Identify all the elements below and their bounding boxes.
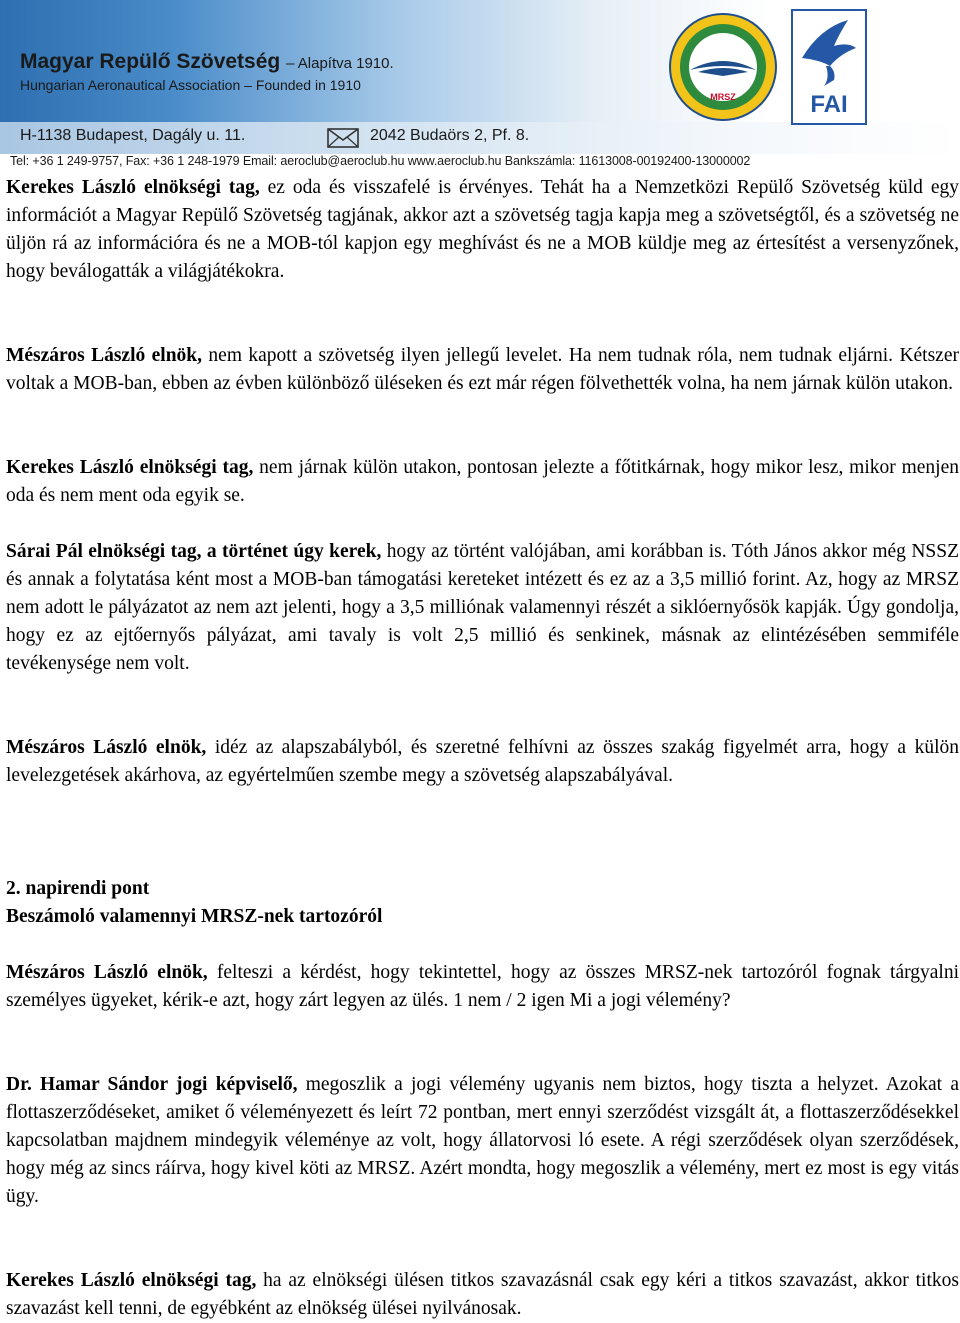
speaker: Kerekes László elnökségi tag, (6, 457, 254, 478)
agenda-title: Beszámoló valamennyi MRSZ-nek tartozóról (6, 906, 383, 927)
speaker: Kerekes László elnökségi tag, (6, 177, 260, 198)
statement: megoszlik a jogi vélemény ugyanis nem biztos, hogy tiszta a helyzet. Azokat a flottaszerződéseket, amiket ő véleményezett és leírt 72 pontban, mert ennyi szerződést vizsgált át, a flottaszerződésekkel kapcsolatban majdnem mindegyik véleménye az volt, hogy állatorvosi ló esete. A régi szerződések olyan szerződések, hogy még az sincs ráírva, hogy kivel köti az MRSZ. Azért mondta, hogy megoszlik a vélemény, mert ez most is egy vitás ügy. (6, 1074, 959, 1207)
paragraph-5 (6, 734, 959, 790)
paragraph-7 (6, 1071, 959, 1211)
paragraph-3 (6, 454, 959, 510)
statement: ez oda és visszafelé is érvényes. Tehát ha a Nemzetközi Repülő Szövetség küld egy információt a Magyar Repülő Szövetség tagjának, akkor azt a szövetség tagja kapja meg a szövetségtől, és a szövetség ne üljön rá az információra és ne a MOB-tól kapjon egy meghívást és ne a MOB küldje meg az értesítést a versenyzőnek, hogy beválogatták a világjátékokra. (6, 177, 959, 282)
speaker: Mészáros László elnök, (6, 962, 208, 983)
contact-line: Tel: +36 1 249-9757, Fax: +36 1 248-1979 Email: aeroclub@aeroclub.hu www.aeroclub.hu Bankszámla: 11613008-00192400-13000002 (10, 154, 751, 168)
speaker: Sárai Pál elnökségi tag, a történet úgy kerek, (6, 541, 382, 562)
agenda-number: 2. napirendi pont (6, 878, 150, 899)
org-name-text: Magyar Repülő Szövetség (20, 50, 281, 73)
statement: idéz az alapszabályból, és szeretné felhívni az összes szakág figyelmét arra, hogy a külön levelezgetések akárhova, az egyértelműen szembe megy a szövetség alapszabályával. (6, 737, 959, 786)
paragraph-1 (6, 174, 959, 286)
statement: nem járnak külön utakon, pontosan jelezte a főtitkárnak, hogy mikor lesz, mikor menjen oda és nem ment oda egyik se. (6, 457, 959, 506)
paragraph-4 (6, 538, 959, 678)
paragraph-8 (6, 1267, 959, 1323)
envelope-icon (327, 128, 359, 148)
address-budapest: H-1138 Budapest, Dagály u. 11. (20, 127, 246, 144)
statement: felteszi a kérdést, hogy tekintettel, hogy az összes MRSZ-nek tartozóról fognak tárgyalni személyes ügyeket, kérik-e azt, hogy zárt legyen az ülés. 1 nem / 2 igen Mi a jogi vélemény? (6, 962, 959, 1011)
address-budaors: 2042 Budaörs 2, Pf. 8. (370, 127, 530, 144)
speaker: Dr. Hamar Sándor jogi képviselő, (6, 1074, 298, 1095)
statement: ha az elnökségi ülésen titkos szavazásnál csak egy kéri a titkos szavazást, akkor titkos szavazást kell tenni, de egyébként az elnökség ülései nyilvánosak. (6, 1270, 959, 1319)
org-name-english: Hungarian Aeronautical Association – Founded in 1910 (20, 77, 361, 93)
speaker: Mészáros László elnök, (6, 737, 207, 758)
mrsz-logo-label: MRSZ (710, 92, 736, 102)
statement: hogy az történt valójában, ami korábban is. Tóth János akkor még NSSZ és annak a folytatása ként most a MOB-ban támogatási kereteket intézett és ez az a 3,5 millió forint. Az, hogy az MRSZ nem adott le pályázatot az nem azt jelenti, hogy a 3,5 milliónak valamennyi részét a siklóernyősök kapják. Úgy gondolja, hogy ez az ejtőernyős pályázat, ami tavaly is volt 2,5 millió és senkinek, másnak az elintézésében semmiféle tevékenysége nem volt. (6, 541, 960, 674)
speaker: Kerekes László elnökségi tag, (6, 1270, 257, 1291)
letterhead (0, 0, 960, 172)
fai-logo-icon (790, 8, 868, 126)
org-name (20, 50, 394, 74)
statement: nem kapott a szövetség ilyen jellegű levelet. Ha nem tudnak róla, nem tudnak eljárni. Kétszer voltak a MOB-ban, ebben az évben különböző üléseken és ezt már régen fölvethették volna, ha nem járnak külön utakon. (6, 345, 959, 394)
mrsz-logo-icon (668, 12, 778, 122)
org-founded: – Alapítva 1910. (286, 55, 394, 72)
paragraph-2 (6, 342, 959, 398)
fai-logo-label: FAI (810, 91, 848, 118)
paragraph-6 (6, 959, 959, 1015)
speaker: Mészáros László elnök, (6, 345, 203, 366)
